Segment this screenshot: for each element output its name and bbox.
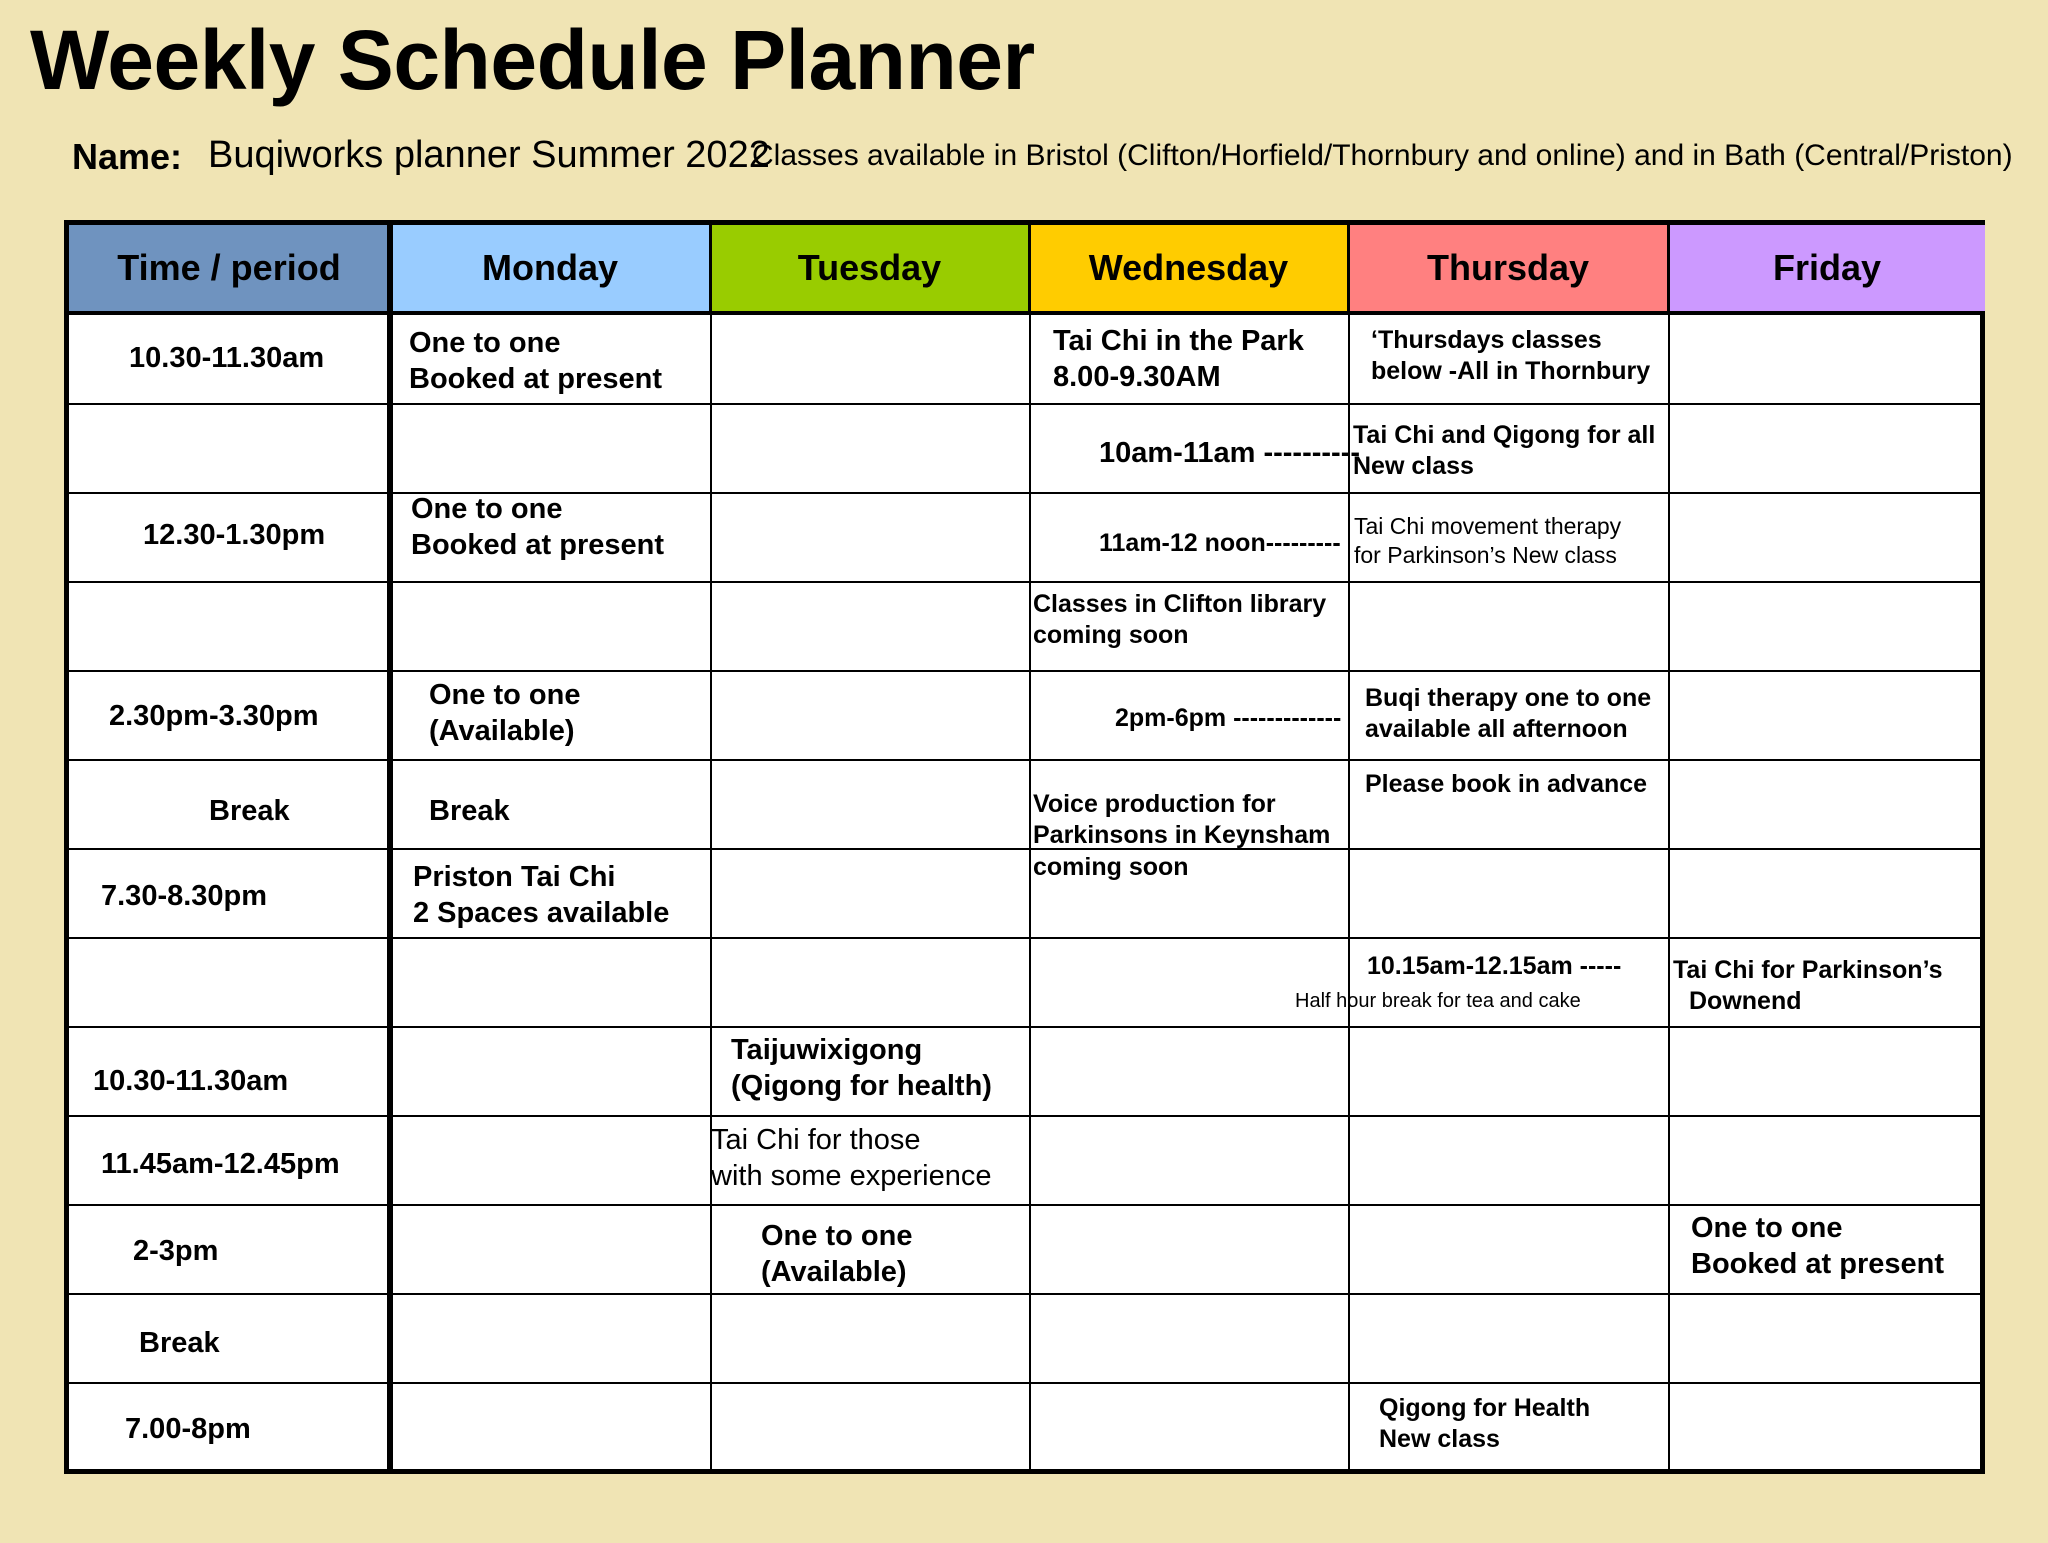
class-entry: 10am-11am ---------- bbox=[1099, 437, 1361, 469]
entry-line: (Available) bbox=[429, 715, 575, 748]
class-entry: Break bbox=[429, 795, 510, 827]
row-divider bbox=[69, 1115, 1980, 1117]
entry-line: Booked at present bbox=[411, 529, 664, 562]
time-cell: 12.30-1.30pm bbox=[143, 519, 326, 551]
entry-line: Downend bbox=[1689, 987, 1802, 1016]
row-divider bbox=[69, 403, 1980, 405]
entry-line: Tai Chi for Parkinson’s bbox=[1673, 956, 1943, 984]
entry-line: Taijuwixigong bbox=[731, 1034, 923, 1066]
column-divider bbox=[710, 225, 712, 1469]
class-entry bbox=[1033, 589, 1326, 652]
entry-line: Priston Tai Chi bbox=[413, 861, 616, 893]
time-cell: 10.30-11.30am bbox=[129, 342, 325, 374]
header-thursday: Thursday bbox=[1349, 225, 1669, 315]
entry-line: coming soon bbox=[1033, 621, 1189, 650]
page-title: Weekly Schedule Planner bbox=[30, 13, 1035, 107]
entry-line: Booked at present bbox=[409, 363, 662, 396]
column-divider bbox=[1029, 225, 1031, 1469]
entry-line: Tai Chi for those bbox=[711, 1124, 921, 1156]
class-entry bbox=[409, 325, 662, 398]
name-label: Name: bbox=[72, 136, 183, 177]
class-entry bbox=[1673, 955, 1943, 1018]
entry-line: Tai Chi movement therapy bbox=[1354, 513, 1622, 539]
column-divider bbox=[387, 225, 393, 1469]
time-cell: Break bbox=[139, 1327, 220, 1359]
class-entry bbox=[711, 1122, 991, 1195]
class-entry bbox=[1371, 325, 1650, 388]
entry-line: New class bbox=[1353, 452, 1474, 481]
class-note: Half hour break for tea and cake bbox=[1295, 990, 1581, 1012]
name-value: Buqiworks planner Summer 2022 bbox=[208, 134, 770, 176]
entry-line: One to one bbox=[409, 327, 561, 359]
class-entry bbox=[1033, 789, 1330, 883]
class-entry bbox=[1053, 323, 1304, 396]
row-divider bbox=[69, 1026, 1980, 1028]
entry-line: Booked at present bbox=[1691, 1248, 1944, 1281]
schedule-table bbox=[64, 220, 1985, 1474]
time-cell: 2-3pm bbox=[133, 1235, 219, 1267]
row-divider bbox=[69, 848, 1980, 850]
entry-line: (Qigong for health) bbox=[731, 1070, 992, 1103]
entry-line: One to one bbox=[411, 493, 563, 525]
time-cell: 2.30pm-3.30pm bbox=[109, 700, 319, 732]
row-divider bbox=[69, 937, 1980, 939]
class-entry bbox=[411, 491, 664, 564]
row-divider bbox=[69, 492, 1980, 494]
time-cell: 7.00-8pm bbox=[125, 1413, 251, 1445]
entry-line: Parkinsons in Keynsham bbox=[1033, 821, 1331, 850]
class-entry bbox=[429, 677, 580, 750]
entry-line: ‘Thursdays classes bbox=[1371, 326, 1602, 354]
class-entry bbox=[1354, 512, 1621, 570]
entry-line: Voice production for bbox=[1033, 790, 1276, 818]
subtitle: Classes available in Bristol (Clifton/Horfield/Thornbury and online) and in Bath (Central/Priston) bbox=[752, 139, 2013, 172]
entry-line: for Parkinson’s New class bbox=[1354, 541, 1617, 568]
row-divider bbox=[69, 670, 1980, 672]
entry-line: One to one bbox=[429, 679, 581, 711]
header-friday: Friday bbox=[1669, 225, 1985, 315]
entry-line: Tai Chi in the Park bbox=[1053, 325, 1304, 357]
class-entry: 2pm-6pm ------------- bbox=[1115, 704, 1342, 732]
row-divider bbox=[69, 581, 1980, 583]
entry-line: Tai Chi and Qigong for all bbox=[1353, 421, 1656, 449]
column-divider bbox=[1348, 225, 1350, 1469]
class-entry bbox=[731, 1032, 992, 1105]
class-entry bbox=[1353, 420, 1655, 483]
time-cell: 10.30-11.30am bbox=[93, 1065, 289, 1097]
row-divider bbox=[69, 1293, 1980, 1295]
row-divider bbox=[69, 1382, 1980, 1384]
column-divider bbox=[1668, 225, 1670, 1469]
class-entry: Please book in advance bbox=[1365, 770, 1648, 798]
row-divider bbox=[69, 1204, 1980, 1206]
entry-line: One to one bbox=[1691, 1212, 1843, 1244]
time-cell: Break bbox=[209, 795, 290, 827]
entry-line: New class bbox=[1379, 1425, 1500, 1454]
class-entry bbox=[1691, 1210, 1944, 1283]
entry-line: with some experience bbox=[711, 1160, 992, 1193]
header-time: Time / period bbox=[69, 225, 391, 315]
entry-line: available all afternoon bbox=[1365, 715, 1628, 744]
header-tuesday: Tuesday bbox=[711, 225, 1030, 315]
entry-line: One to one bbox=[761, 1220, 913, 1252]
class-entry: 10.15am-12.15am ----- bbox=[1367, 952, 1622, 980]
entry-line: 2 Spaces available bbox=[413, 897, 670, 930]
entry-line: Classes in Clifton library bbox=[1033, 590, 1327, 618]
header-wednesday: Wednesday bbox=[1030, 225, 1349, 315]
entry-line: Buqi therapy one to one bbox=[1365, 684, 1652, 712]
class-entry bbox=[761, 1218, 912, 1291]
class-entry bbox=[1379, 1393, 1590, 1456]
entry-line: below -All in Thornbury bbox=[1371, 357, 1651, 386]
class-entry: 11am-12 noon--------- bbox=[1099, 529, 1341, 557]
entry-line: (Available) bbox=[761, 1256, 907, 1289]
row-divider bbox=[69, 759, 1980, 761]
time-cell: 11.45am-12.45pm bbox=[101, 1148, 340, 1180]
class-entry bbox=[413, 859, 669, 932]
time-cell: 7.30-8.30pm bbox=[101, 880, 268, 912]
entry-line: 8.00-9.30AM bbox=[1053, 361, 1221, 394]
class-entry bbox=[1365, 683, 1651, 746]
entry-line: coming soon bbox=[1033, 852, 1189, 881]
entry-line: Qigong for Health bbox=[1379, 1394, 1591, 1422]
header-monday: Monday bbox=[391, 225, 711, 315]
